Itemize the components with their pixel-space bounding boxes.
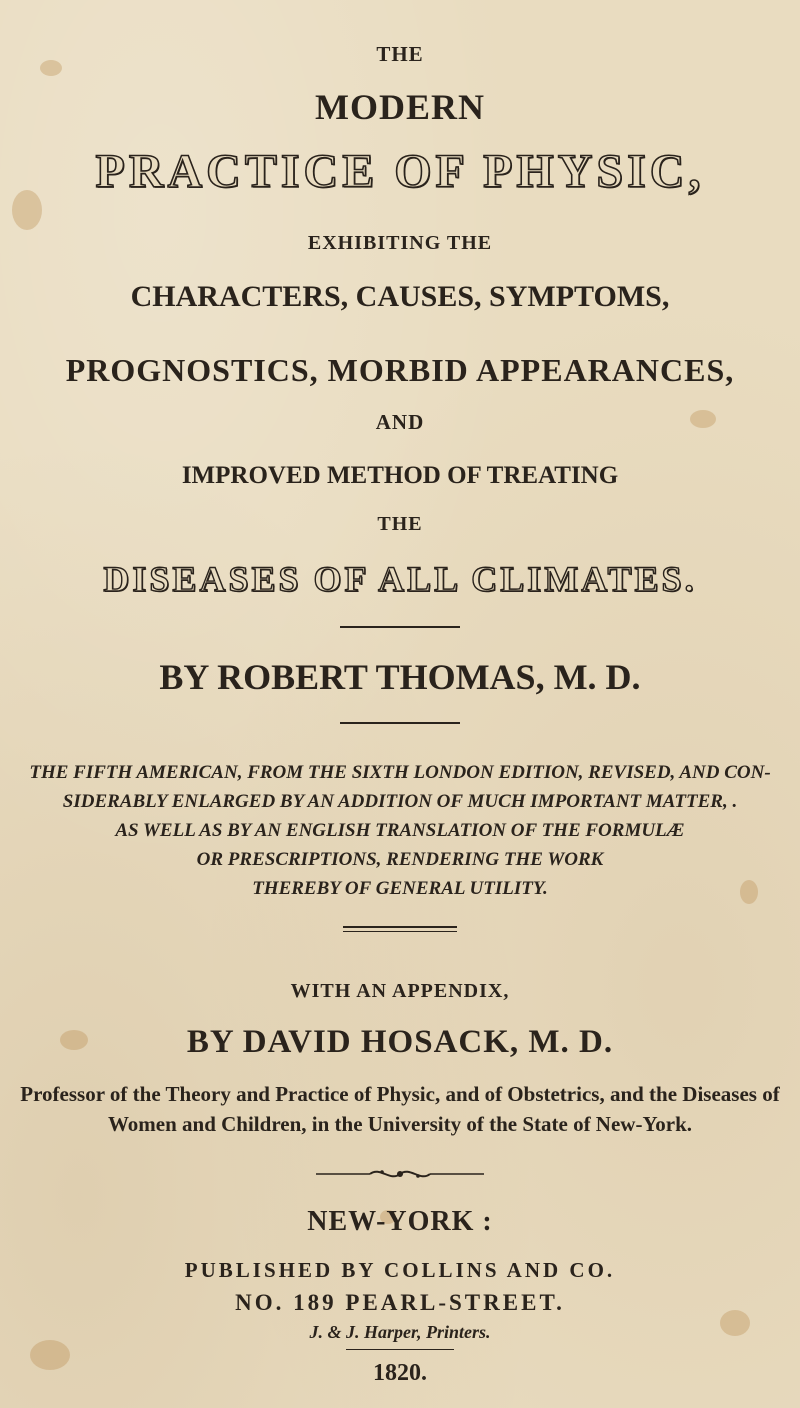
heading-modern: MODERN (315, 87, 485, 127)
author-byline: BY ROBERT THOMAS, M. D. (159, 657, 641, 697)
edition-line-4: OR PRESCRIPTIONS, RENDERING THE WORK (196, 849, 604, 870)
edition-line-2: SIDERABLY ENLARGED BY AN ADDITION OF MUCH IMPORTANT MATTER, . (62, 791, 738, 812)
heading-and: AND (375, 410, 425, 434)
edition-line-1: THE FIFTH AMERICAN, FROM THE SIXTH LONDON EDITION, REVISED, AND CON- (29, 762, 771, 783)
heading-diseases: DISEASES OF ALL CLIMATES. (103, 559, 697, 599)
appendix-heading: WITH AN APPENDIX, (290, 980, 510, 1002)
imprint-printers: J. & J. Harper, Printers. (309, 1322, 491, 1342)
professor-line-1: Professor of the Theory and Practice of Physic, and of Obstetrics, and the Diseases of (20, 1082, 780, 1106)
divider-rule (346, 1349, 454, 1350)
heading-improved-method: IMPROVED METHOD OF TREATING (181, 462, 619, 489)
divider-rule (340, 722, 460, 724)
imprint-address: NO. 189 PEARL-STREET. (235, 1290, 565, 1315)
divider-rule (343, 931, 457, 932)
ornamental-divider (300, 1166, 500, 1182)
heading-exhibiting-the: EXHIBITING THE (307, 232, 493, 254)
imprint-city: NEW-YORK : (307, 1206, 493, 1237)
edition-line-3: AS WELL AS BY AN ENGLISH TRANSLATION OF THE FORMULÆ (115, 820, 685, 841)
heading-the: THE (376, 42, 424, 66)
heading-practice-of-physic: PRACTICE OF PHYSIC, (95, 145, 705, 198)
appendix-byline: BY DAVID HOSACK, M. D. (186, 1024, 614, 1060)
heading-characters: CHARACTERS, CAUSES, SYMPTOMS, (130, 280, 670, 313)
edition-line-5: THEREBY OF GENERAL UTILITY. (252, 878, 548, 899)
divider-rule (343, 926, 457, 928)
divider-rule (340, 626, 460, 628)
heading-the-2: THE (377, 513, 423, 535)
imprint-year: 1820. (373, 1360, 427, 1386)
professor-line-2: Women and Children, in the University of the State of New-York. (107, 1112, 693, 1136)
imprint-publisher: PUBLISHED BY COLLINS AND CO. (184, 1258, 616, 1282)
heading-prognostics: PROGNOSTICS, MORBID APPEARANCES, (65, 352, 735, 388)
